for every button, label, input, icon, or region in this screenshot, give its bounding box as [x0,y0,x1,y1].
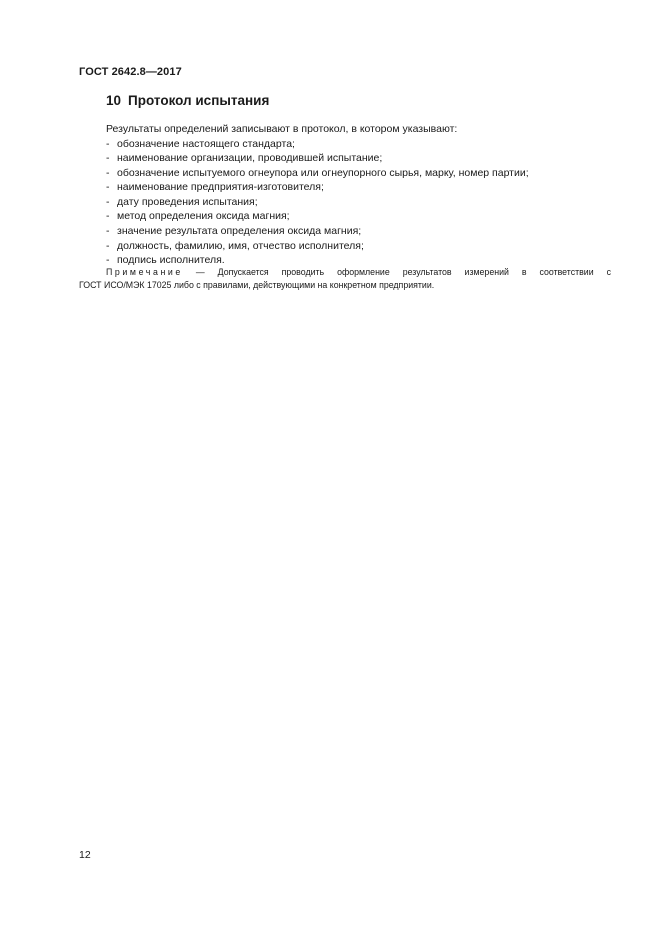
list-item-text: наименование предприятия-изготовителя; [117,181,324,194]
list-item-text: обозначение испытуемого огнеупора или огнеупорного сырья, марку, номер партии; [117,166,529,179]
section-title-text: Протокол испытания [128,93,270,108]
list-item [106,239,529,254]
page-number: 12 [79,849,91,861]
list-item [106,209,529,224]
list-bullet: - [106,254,110,267]
list-bullet: - [106,210,110,223]
section-number: 10 [106,93,122,108]
list-item [106,137,529,152]
intro-paragraph: Результаты определений записывают в протокол, в котором указывают: [106,123,458,135]
list-item-text: обозначение настоящего стандарта; [117,137,295,150]
note-block [79,266,611,291]
document-code-header: ГОСТ 2642.8—2017 [79,66,182,78]
list-bullet: - [106,181,110,194]
list-item-text: дату проведения испытания; [117,195,258,208]
list-item [106,195,529,210]
list-item [106,151,529,166]
list-item-text: метод определения оксида магния; [117,210,290,223]
list-item-text: наименование организации, проводившей испытание; [117,152,383,165]
protocol-items-list [106,137,529,268]
list-item [106,166,529,181]
list-bullet: - [106,137,110,150]
note-separator: — [182,267,218,277]
list-item-text: подпись исполнителя. [117,254,225,267]
note-text-line1: Допускается проводить оформление результатов измерений в соответствии с [217,267,611,277]
list-bullet: - [106,152,110,165]
note-text-line2: ГОСТ ИСО/МЭК 17025 либо с правилами, действующими на конкретном предприятии. [79,279,435,290]
list-item [106,180,529,195]
note-first-line [79,266,611,279]
note-label: Примечание [106,267,183,277]
list-item-text: должность, фамилию, имя, отчество исполнителя; [117,239,364,252]
list-bullet: - [106,239,110,252]
list-bullet: - [106,195,110,208]
list-item-text: значение результата определения оксида магния; [117,225,362,238]
list-item [106,224,529,239]
list-bullet: - [106,166,110,179]
list-bullet: - [106,225,110,238]
section-title [106,93,269,108]
